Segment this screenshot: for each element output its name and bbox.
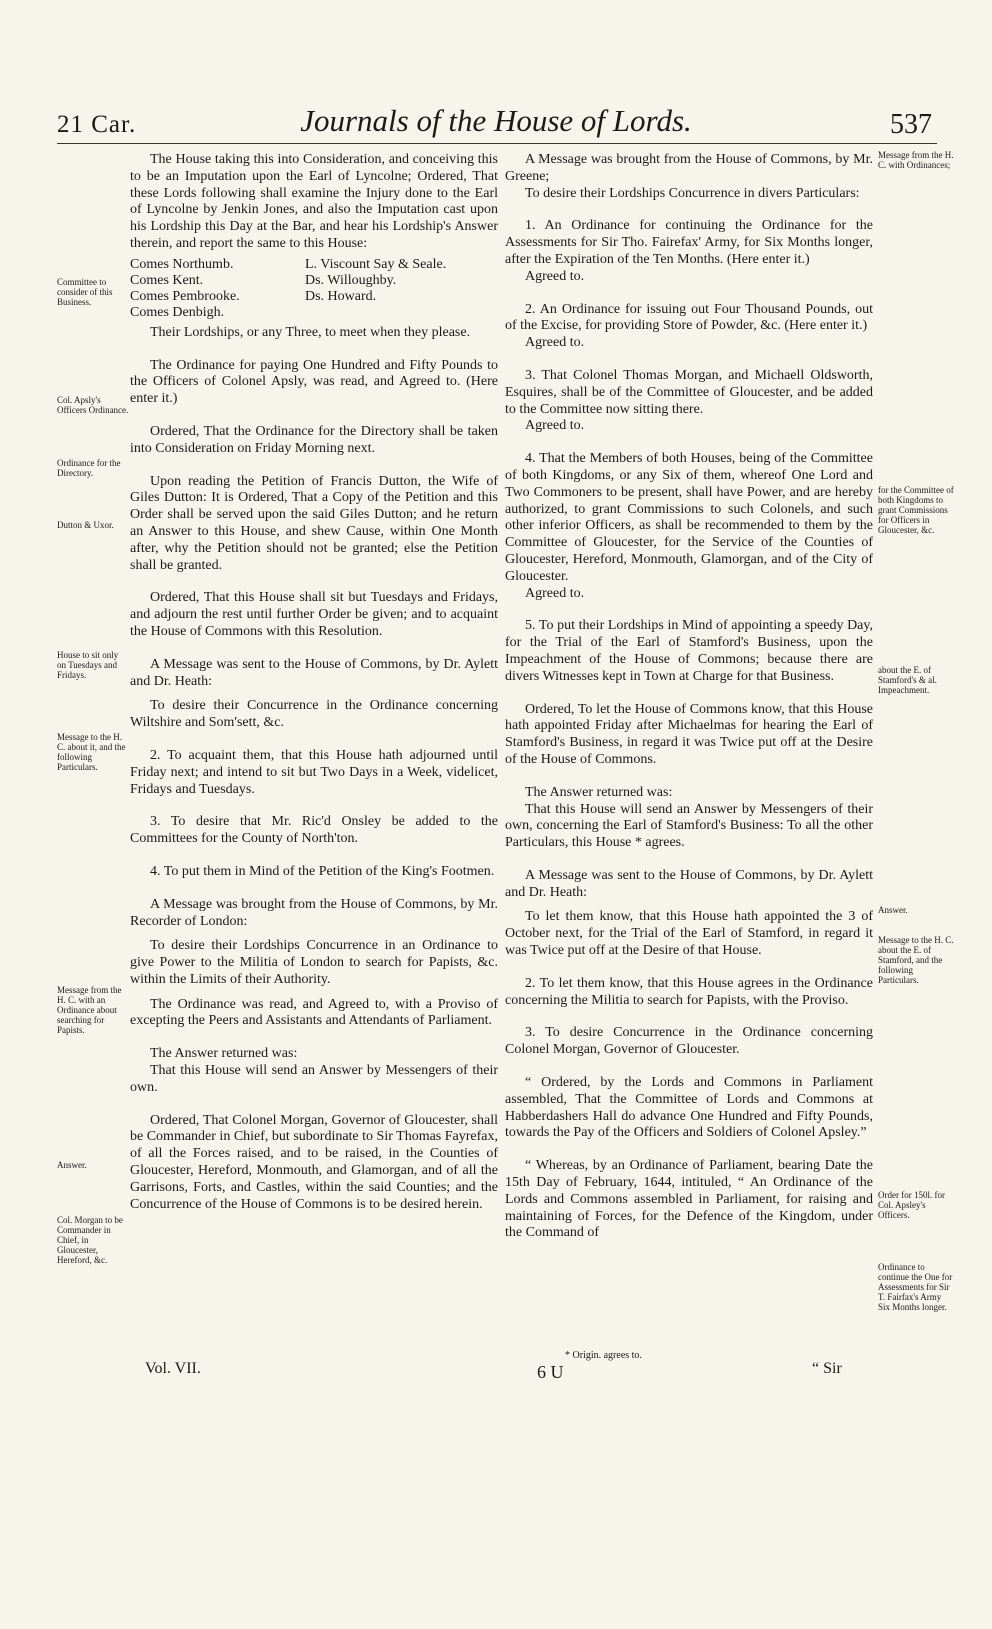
header-rule xyxy=(57,143,937,144)
paragraph: To desire their Lordships Concurrence in an Ordinance to give Power to the Militia of London to search for Papists, &c. within the Limits of their Authority. xyxy=(130,938,498,987)
margin-note-answer: Answer. xyxy=(878,905,908,915)
agreed-note: Agreed to. xyxy=(525,585,585,601)
margin-note-message-ordinances: Message from the H. C. with Ordinances; xyxy=(878,150,954,170)
paragraph: 1. An Ordinance for continuing the Ordinance for the Assessments for Sir Tho. Fairefax' Army, for Six Months longer, after the Expiration of the Ten Months. (Here enter it.) xyxy=(505,218,873,267)
paragraph: A Message was sent to the House of Commons, by Dr. Aylett and Dr. Heath: xyxy=(130,656,498,689)
margin-note-directory: Ordinance for the Directory. xyxy=(57,458,121,478)
paragraph: 2. To let them know, that this House agrees in the Ordinance concerning the Militia to search for Papists, with the Proviso. xyxy=(505,975,873,1008)
paragraph: To desire their Concurrence in the Ordinance concerning Wiltshire and Som'sett, &c. xyxy=(130,698,498,731)
running-header xyxy=(0,103,992,143)
list-item: Comes Pembrooke. xyxy=(130,288,240,304)
page-footer xyxy=(0,1350,992,1390)
margin-note-answer: Answer. xyxy=(57,1160,87,1170)
signature-mark: 6 U xyxy=(537,1362,564,1382)
paragraph: Upon reading the Petition of Francis Dutton, the Wife of Giles Dutton: It is Ordered, That a Copy of the Petition and this Order shall be served upon the said Giles Dutton; and he return an Answer to this House, and shew Cause, within One Month after, why the Petition should not be granted; else the Petition shall be granted. xyxy=(130,473,498,573)
margin-note-sitting-days: House to sit only on Tuesdays and Fridays. xyxy=(57,650,119,680)
committee-list-earls xyxy=(130,257,305,321)
paragraph: The Ordinance was read, and Agreed to, with a Proviso of excepting the Peers and Assistants and Attendants of Parliament. xyxy=(130,996,498,1029)
paragraph: Their Lordships, or any Three, to meet when they please. xyxy=(150,324,471,340)
margin-note-fairfax-ordinance: Ordinance to continue the One for Assessments for Sir T. Fairfax's Army Six Months longer. xyxy=(878,1262,953,1312)
list-item: Ds. Willoughby. xyxy=(305,272,397,288)
paragraph: “ Ordered, by the Lords and Commons in Parliament assembled, That the Committee of Lords and Commons at Habberdashers Hall do advance One Hundred and Fifty Pounds, towards the Pay of the Officers and Soldiers of Colonel Apsley.” xyxy=(505,1075,873,1141)
volume-label: Vol. VII. xyxy=(145,1360,201,1377)
paragraph: To let them know, that this House hath appointed the 3 of October next, for the Trial of the Earl of Stamford, in regard it was Twice put off at the Desire of that House. xyxy=(505,909,873,959)
list-item: Comes Northumb. xyxy=(130,256,234,272)
paragraph: Ordered, That the Ordinance for the Directory shall be taken into Consideration on Friday Morning next. xyxy=(130,423,498,456)
margin-note-message-papists: Message from the H. C. with an Ordinance about searching for Papists. xyxy=(57,985,122,1035)
committee-list-barons xyxy=(305,257,446,321)
header-title: Journals of the House of Lords. xyxy=(300,103,692,138)
paragraph: A Message was brought from the House of Commons, by Mr. Recorder of London: xyxy=(130,896,498,929)
list-item: Ds. Howard. xyxy=(305,288,377,304)
paragraph: That this House will send an Answer by Messengers of their own, concerning the Earl of Stamford's Business: To all the other Particulars, this House * agrees. xyxy=(505,801,873,851)
agreed-note: Agreed to. xyxy=(525,335,585,351)
paragraph: To desire their Lordships Concurrence in divers Particulars: xyxy=(525,185,860,201)
margin-note-apsly-ordinance: Col. Apsly's Officers Ordinance. xyxy=(57,395,129,415)
list-item: Comes Denbigh. xyxy=(130,304,225,320)
paragraph: The Ordinance for paying One Hundred and Fifty Pounds to the Officers of Colonel Apsly, was read, and Agreed to. (Here enter it.) xyxy=(130,357,498,407)
list-item: L. Viscount Say & Seale. xyxy=(305,256,447,272)
paragraph: 2. To acquaint them, that this House hath adjourned until Friday next; and intend to sit but Two Days in a Week, videlicet, Fridays and Tuesdays. xyxy=(130,747,498,797)
list-item: Comes Kent. xyxy=(130,272,204,288)
paragraph: A Message was brought from the House of Commons, by Mr. Greene; xyxy=(505,152,873,184)
catchword: “ Sir xyxy=(812,1360,842,1377)
margin-note-message-stamford: Message to the H. C. about the E. of Stamford, and the following Particulars. xyxy=(878,935,954,985)
paragraph: 3. To desire that Mr. Ric'd Onsley be added to the Committees for the County of North'ton. xyxy=(130,814,498,847)
paragraph: 3. To desire Concurrence in the Ordinance concerning Colonel Morgan, Governor of Gloucester. xyxy=(505,1025,873,1058)
paragraph: That this House will send an Answer by Messengers of their own. xyxy=(130,1063,498,1095)
margin-note-message-to-hc: Message to the H. C. about it, and the following Particulars. xyxy=(57,732,126,772)
margin-note-committee: Committee to consider of this Business. xyxy=(57,277,113,307)
paragraph: “ Whereas, by an Ordinance of Parliament, bearing Date the 15th Day of February, 1644, intituled, “ An Ordinance of the Lords and Commons assembled in Parliament, for raising and maintaining of Forces, for the Defence of the Kingdom, under the Command of xyxy=(505,1158,873,1241)
margin-note-apsley-order: Order for 150l. for Col. Apsley's Officers. xyxy=(878,1190,945,1220)
paragraph: 4. That the Members of both Houses, being of the Committee of both Kingdoms, or any Six of them, whereof One Lord and Two Commoners to be present, shall have Power, and are hereby authorized, to grant Commissions to such Colonels, and such other inferior Officers, as shall be recommended to them by the Committee of Gloucester, for the Service of the Counties of Gloucester, Hereford, Monmouth, Glamorgan, and of the City of Gloucester. xyxy=(505,451,873,584)
paragraph: 4. To put them in Mind of the Petition of the King's Footmen. xyxy=(150,863,495,879)
left-column xyxy=(130,152,498,1213)
paragraph: The Answer returned was: xyxy=(150,1046,298,1062)
footnote: * Origin. agrees to. xyxy=(565,1350,642,1361)
agreed-note: Agreed to. xyxy=(525,268,585,284)
page-number: 537 xyxy=(890,109,932,140)
margin-note-commissions: for the Committee of both Kingdoms to grant Commissions for Officers in Gloucester, &c. xyxy=(878,485,954,535)
right-column xyxy=(505,152,873,1242)
margin-note-stamford-impeachment: about the E. of Stamford's & al. Impeachment. xyxy=(878,665,937,695)
paragraph: Ordered, To let the House of Commons know, that this House hath appointed Friday after Michaelmas for hearing the Earl of Stamford's Business, in regard it was Twice put off at the Desire of the House of Commons. xyxy=(505,701,873,767)
paragraph: 2. An Ordinance for issuing out Four Thousand Pounds, out of the Excise, for providing Store of Powder, &c. (Here enter it.) xyxy=(505,301,873,334)
paragraph: 5. To put their Lordships in Mind of appointing a speedy Day, for the Trial of the Earl of Stamford's Business, upon the Impeachment of the House of Commons; because there are divers Witnesses kept in Town at Charge for that Business. xyxy=(505,618,873,684)
paragraph: A Message was sent to the House of Commons, by Dr. Aylett and Dr. Heath: xyxy=(505,867,873,900)
agreed-note: Agreed to. xyxy=(525,418,585,434)
committee-list xyxy=(130,257,498,321)
paragraph: 3. That Colonel Thomas Morgan, and Michaell Oldsworth, Esquires, shall be of the Committee of Gloucester, and be added to the Committee now sitting there. xyxy=(505,367,873,417)
paragraph: Ordered, That this House shall sit but Tuesdays and Fridays, and adjourn the rest until further Order be given; and to acquaint the House of Commons with this Resolution. xyxy=(130,590,498,639)
paragraph: Ordered, That Colonel Morgan, Governor of Gloucester, shall be Commander in Chief, but subordinate to Sir Thomas Fayrefax, of all the Forces raised, and to be raised, in the Counties of Gloucester, Hereford, Monmouth, and Glamorgan, and of all the Garrisons, Forts, and Castles, within the said Counties; and the Concurrence of the House of Commons is to be desired herein. xyxy=(130,1112,498,1212)
paragraph: The House taking this into Consideration, and conceiving this to be an Imputation upon the Earl of Lyncolne; Ordered, That these Lords following shall examine the Injury done to the Earl of Lyncolne by Jenkin Jones, and also the Imputation cast upon his Lordship this Day at the Bar, and hear his Lordship's Answer therein, and report the same to this House: xyxy=(130,152,498,251)
header-reign: 21 Car. xyxy=(57,111,137,138)
margin-note-dutton: Dutton & Uxor. xyxy=(57,520,114,530)
margin-note-col-morgan: Col. Morgan to be Commander in Chief, in Gloucester, Hereford, &c. xyxy=(57,1215,123,1265)
paragraph: The Answer returned was: xyxy=(525,784,673,800)
